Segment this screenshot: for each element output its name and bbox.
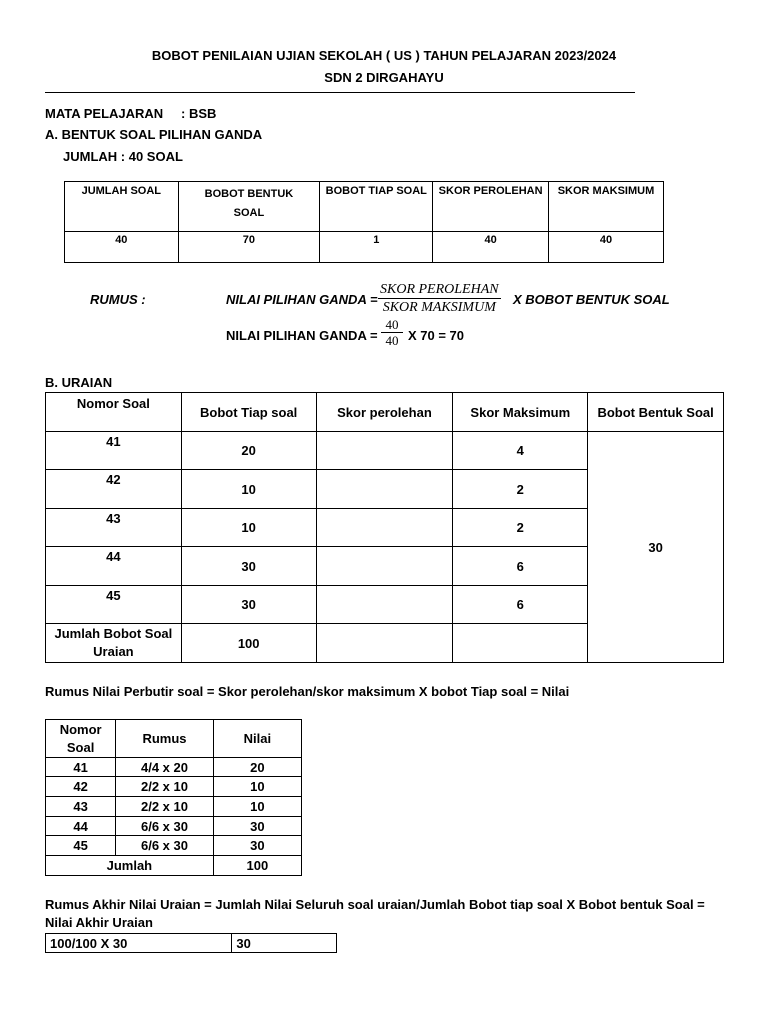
essay-table [45, 392, 724, 663]
formula-fraction [378, 281, 501, 316]
table-row [46, 817, 302, 836]
formula-numerator-2: 40 [381, 318, 403, 333]
section-a-count: JUMLAH : 40 SOAL [63, 149, 183, 164]
formula-rhs-2: X 70 = 70 [408, 328, 465, 343]
cell-nomor: 45 [46, 836, 116, 856]
cell-total-label: Jumlah [46, 856, 214, 876]
cell-skor-maksimum: 2 [453, 470, 588, 509]
formula-fraction-2 [381, 318, 403, 348]
cell-final-formula: 100/100 X 30 [46, 934, 232, 953]
cell-skor-perolehan [316, 509, 453, 547]
formula-lhs-2: NILAI PILIHAN GANDA = [226, 328, 378, 343]
cell-rumus: 2/2 x 10 [116, 797, 213, 817]
cell-skor-maksimum: 40 [548, 232, 663, 263]
cell-nomor: 42 [46, 470, 182, 509]
cell-bobot-tiap-soal: 1 [320, 232, 433, 263]
cell-bobot: 10 [181, 509, 316, 547]
rumus-perbutir: Rumus Nilai Perbutir soal = Skor perolehan/skor maksimum X bobot Tiap soal = Nilai [45, 684, 570, 699]
cell-rumus: 6/6 x 30 [116, 836, 213, 856]
cell-total-value: 100 [213, 856, 301, 876]
cell-nilai: 30 [213, 817, 301, 836]
document-title: BOBOT PENILAIAN UJIAN SEKOLAH ( US ) TAHUN PELAJARAN 2023/2024 [151, 48, 617, 63]
cell-nilai: 10 [213, 797, 301, 817]
formula-lhs: NILAI PILIHAN GANDA = [226, 292, 378, 307]
cell-nomor: 41 [46, 432, 182, 470]
cell-bobot: 20 [181, 432, 316, 470]
cell-rumus: 2/2 x 10 [116, 777, 213, 797]
table-total-row [46, 856, 302, 876]
table-row [46, 758, 302, 777]
table-row [46, 777, 302, 797]
cell-bobot: 30 [181, 586, 316, 624]
cell-nomor: 44 [46, 817, 116, 836]
formula-numerator: SKOR PEROLEHAN [380, 282, 499, 297]
section-b-heading: B. URAIAN [45, 375, 113, 390]
section-a-heading: A. BENTUK SOAL PILIHAN GANDA [45, 127, 263, 142]
multiple-choice-table [64, 181, 664, 263]
cell-jumlah-soal: 40 [65, 232, 179, 263]
header-skor-maksimum: SKOR MAKSIMUM [548, 182, 663, 232]
table-row [46, 836, 302, 856]
cell-rumus: 4/4 x 20 [116, 758, 213, 777]
header-rumus: Rumus [116, 720, 213, 758]
cell-empty [316, 624, 453, 663]
header-skor-maksimum: Skor Maksimum [453, 393, 588, 432]
header-bobot-tiap-soal: BOBOT TIAP SOAL [320, 182, 433, 232]
cell-nilai: 20 [213, 758, 301, 777]
formula-rhs: X BOBOT BENTUK SOAL [513, 292, 670, 307]
cell-nilai: 30 [213, 836, 301, 856]
cell-rumus: 6/6 x 30 [116, 817, 213, 836]
cell-bobot-bentuk-soal: 30 [588, 432, 724, 663]
header-bobot-tiap-soal: Bobot Tiap soal [181, 393, 316, 432]
header-jumlah-soal: JUMLAH SOAL [65, 182, 179, 232]
cell-skor-maksimum: 4 [453, 432, 588, 470]
formula-label: RUMUS : [90, 292, 146, 307]
cell-empty [453, 624, 588, 663]
header-bobot-bentuk-soal: BOBOT BENTUK SOAL [178, 182, 320, 232]
cell-skor-maksimum: 2 [453, 509, 588, 547]
header-bobot-bentuk-soal: Bobot Bentuk Soal [588, 393, 724, 432]
header-divider [45, 92, 635, 93]
table-row [46, 432, 724, 470]
cell-nomor: 45 [46, 586, 182, 624]
cell-bobot: 30 [181, 547, 316, 586]
score-table [45, 719, 302, 876]
cell-skor-maksimum: 6 [453, 586, 588, 624]
cell-nilai: 10 [213, 777, 301, 797]
cell-nomor: 41 [46, 758, 116, 777]
cell-bobot: 10 [181, 470, 316, 509]
header-skor-perolehan: Skor perolehan [316, 393, 453, 432]
subject-label: MATA PELAJARAN [45, 106, 164, 121]
cell-nomor: 42 [46, 777, 116, 797]
school-name: SDN 2 DIRGAHAYU [324, 70, 444, 85]
header-nomor-soal: Nomor Soal [46, 720, 116, 758]
cell-skor-maksimum: 6 [453, 547, 588, 586]
formula-denominator: SKOR MAKSIMUM [382, 300, 496, 315]
cell-bobot-bentuk-soal: 70 [178, 232, 320, 263]
final-score-table [45, 933, 337, 953]
cell-nomor: 43 [46, 797, 116, 817]
cell-skor-perolehan [316, 586, 453, 624]
cell-total-value: 100 [181, 624, 316, 663]
cell-final-result: 30 [232, 934, 337, 953]
header-nomor-soal: Nomor Soal [46, 393, 182, 432]
cell-nomor: 44 [46, 547, 182, 586]
cell-skor-perolehan [316, 547, 453, 586]
rumus-akhir: Rumus Akhir Nilai Uraian = Jumlah Nilai Seluruh soal uraian/Jumlah Bobot tiap soal X Bobot bentuk Soal = Nilai Akhir Uraian [45, 897, 705, 930]
cell-skor-perolehan [316, 470, 453, 509]
formula-denominator-2: 40 [385, 333, 399, 348]
cell-total-label: Jumlah Bobot Soal Uraian [46, 624, 182, 663]
header-nilai: Nilai [213, 720, 301, 758]
cell-nomor: 43 [46, 509, 182, 547]
table-row [46, 797, 302, 817]
subject-value: : BSB [181, 106, 217, 121]
header-skor-perolehan: SKOR PEROLEHAN [433, 182, 549, 232]
cell-skor-perolehan [316, 432, 453, 470]
cell-skor-perolehan: 40 [433, 232, 549, 263]
